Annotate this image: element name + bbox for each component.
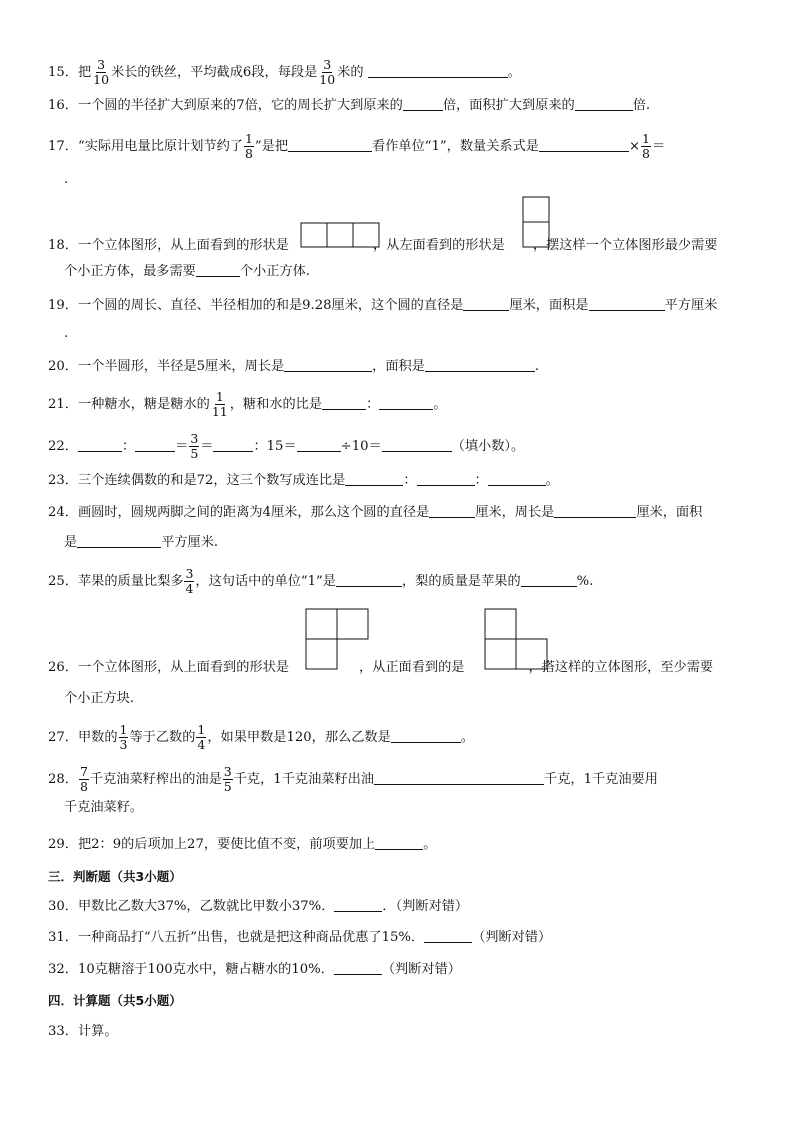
question-24-cont: 是 平方厘米. (64, 535, 219, 550)
question-20: 20．一个半圆形，半径是5厘米，周长是 ，面积是 . (48, 359, 540, 374)
q15-text-b: 米长的铁丝，平均截成6段，每段是 (111, 65, 318, 80)
question-25: 25．苹果的质量比梨多 $\frac{3}{4}$ ，这句话中的单位“1”是 ，梨的质量是苹果的 %. (48, 566, 594, 596)
answer-blank[interactable] (589, 296, 665, 311)
answer-blank[interactable] (463, 296, 509, 311)
answer-blank[interactable] (135, 437, 175, 452)
answer-blank[interactable] (521, 572, 577, 587)
answer-blank[interactable] (417, 471, 475, 486)
question-28-cont: 千克油菜籽。 (64, 800, 144, 815)
q15-text-c: 米的 (337, 65, 364, 80)
question-27: 27．甲数的 $\frac{1}{3}$ 等于乙数的 $\frac{1}{4}$ ，如果甲数是120，那么乙数是 。 (48, 722, 474, 752)
answer-blank[interactable] (78, 437, 122, 452)
question-26-cont: 个小正方块. (64, 691, 135, 706)
question-29: 29．把2：9的后项加上27，要使比值不变，前项要加上 。 (48, 837, 437, 852)
question-24: 24．画圆时，圆规两脚之间的距离为4厘米，那么这个圆的直径是 厘米，周长是 厘米，面积 (48, 505, 703, 520)
question-33: 33．计算。 (48, 1024, 118, 1039)
answer-blank[interactable] (284, 357, 372, 372)
answer-blank[interactable] (374, 770, 544, 785)
answer-blank[interactable] (213, 437, 253, 452)
answer-blank[interactable] (345, 471, 403, 486)
question-16: 16．一个圆的半径扩大到原来的7倍，它的周长扩大到原来的 倍，面积扩大到原来的 倍. (48, 98, 651, 113)
question-22: 22． ： ＝ $\frac{3}{5}$ ＝ ：15＝ ÷10＝ （填小数）。 (48, 431, 525, 461)
answer-blank[interactable] (368, 63, 508, 78)
question-21: 21．一种糖水，糖是糖水的 $\frac{1}{11}$ ，糖和水的比是 ： 。 (48, 389, 447, 419)
answer-blank[interactable] (425, 357, 535, 372)
top-view-figure-18 (300, 222, 382, 248)
fraction: $\frac{3}{10}$ (319, 57, 336, 87)
fraction: $\frac{1}{8}$ (244, 131, 253, 161)
answer-blank[interactable] (424, 928, 472, 943)
answer-blank[interactable] (403, 96, 443, 111)
answer-blank[interactable] (336, 572, 402, 587)
answer-blank[interactable] (334, 960, 382, 975)
answer-blank[interactable] (322, 395, 366, 410)
answer-blank[interactable] (288, 137, 372, 152)
q15-text-a: 15．把 (48, 65, 92, 80)
answer-blank[interactable] (554, 503, 636, 518)
answer-blank[interactable] (379, 395, 433, 410)
fraction: $\frac{1}{11}$ (211, 389, 228, 419)
question-17: 17．“实际用电量比原计划节约了 $\frac{1}{8}$ ”是把 看作单位“1”，数量关系式是 × $\frac{1}{8}$ ＝ (48, 131, 666, 161)
answer-blank[interactable] (391, 728, 461, 743)
fraction: $\frac{3}{10}$ (93, 57, 110, 87)
answer-blank[interactable] (196, 262, 240, 277)
section-4-heading: 四．计算题（共5小题） (48, 993, 182, 1008)
question-18-cont: 个小正方体，最多需要 个小正方体. (64, 264, 311, 279)
answer-blank[interactable] (382, 437, 452, 452)
question-30: 30．甲数比乙数大37%，乙数就比甲数小37%． ．（判断对错） (48, 899, 469, 914)
answer-blank[interactable] (77, 533, 161, 548)
fraction: $\frac{1}{8}$ (642, 131, 650, 161)
question-28: 28． $\frac{7}{8}$ 千克油菜籽榨出的油是 $\frac{3}{5}$ 千克，1千克油菜籽出油 千克，1千克油要用 (48, 764, 658, 794)
fraction: $\frac{1}{3}$ (119, 722, 128, 752)
answer-blank[interactable] (375, 835, 423, 850)
answer-blank[interactable] (297, 437, 341, 452)
answer-blank[interactable] (488, 471, 546, 486)
question-23: 23．三个连续偶数的和是72，这三个数写成连比是 ： ： 。 (48, 473, 559, 488)
question-18: 18．一个立体图形，从上面看到的形状是 ，从左面看到的形状是 ，摆这样一个立体图形最少需要 (48, 238, 718, 253)
question-19: 19．一个圆的周长、直径、半径相加的和是9.28厘米，这个圆的直径是 厘米，面积是 平方厘米 (48, 298, 718, 313)
fraction: $\frac{1}{4}$ (197, 722, 206, 752)
left-view-figure-18 (522, 196, 550, 248)
fraction: $\frac{3}{5}$ (223, 764, 232, 794)
question-32: 32．10克糖溶于100克水中，糖占糖水的10%． （判断对错） (48, 962, 461, 977)
fraction: $\frac{3}{5}$ (190, 431, 199, 461)
answer-blank[interactable] (539, 137, 629, 152)
question-17-cont: . (64, 172, 69, 187)
fraction: $\frac{7}{8}$ (79, 764, 88, 794)
answer-blank[interactable] (334, 897, 382, 912)
question-19-cont: . (64, 326, 69, 341)
question-31: 31．一种商品打“八五折”出售，也就是把这种商品优惠了15%． （判断对错） (48, 930, 552, 945)
section-3-heading: 三．判断题（共3小题） (48, 869, 182, 884)
answer-blank[interactable] (575, 96, 633, 111)
question-15: 15．把 $\frac{3}{10}$ 米长的铁丝，平均截成6段，每段是 $\frac{3}{10}$ 米的 。 (48, 57, 521, 87)
fraction: $\frac{3}{4}$ (185, 566, 194, 596)
question-26: 26．一个立体图形，从上面看到的形状是 ，从正面看到的是 ，搭这样的立体图形，至少需要 (48, 660, 714, 675)
answer-blank[interactable] (429, 503, 475, 518)
